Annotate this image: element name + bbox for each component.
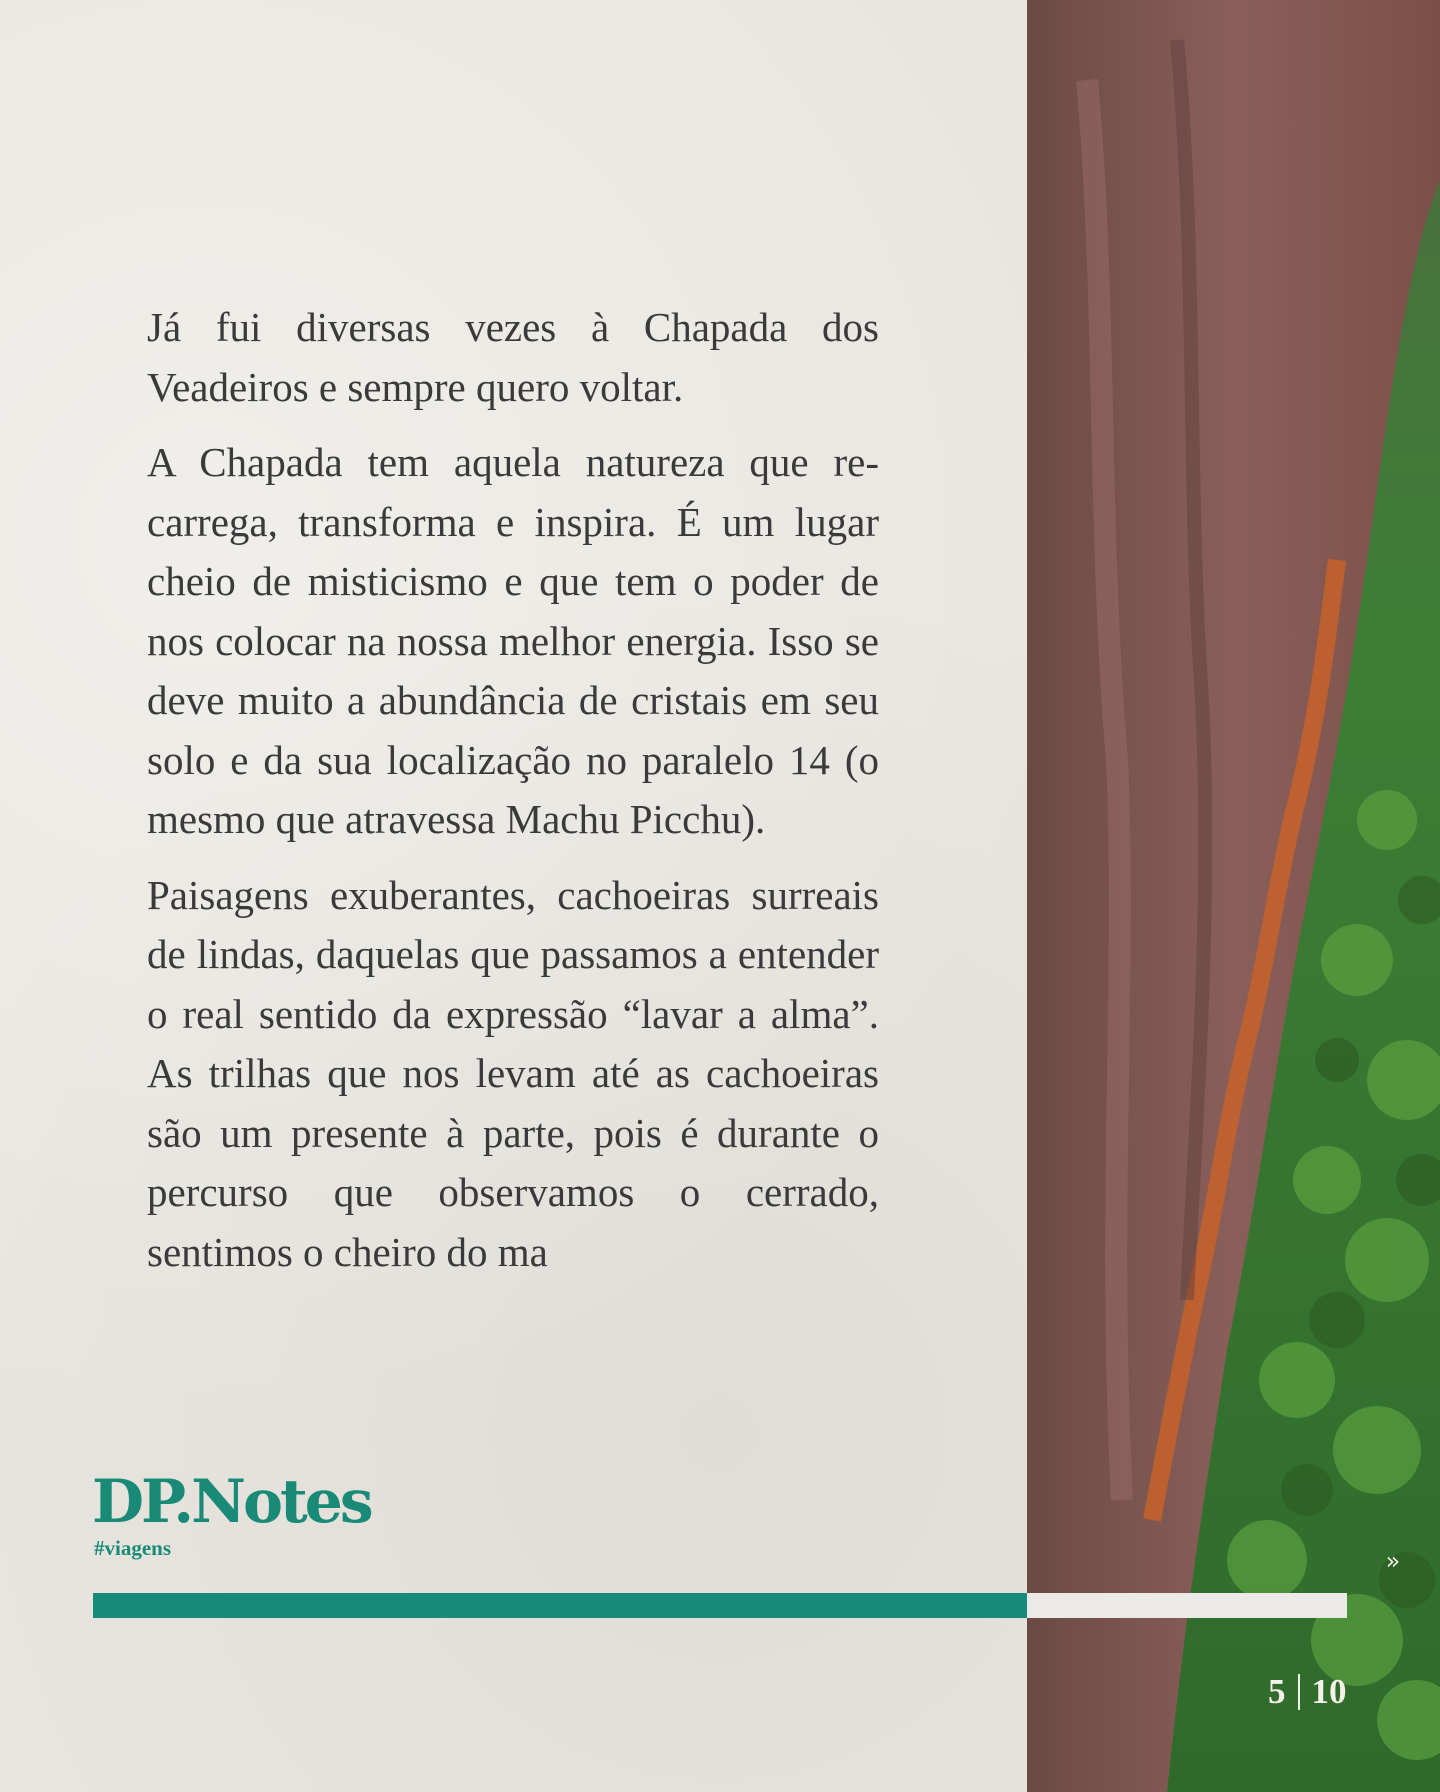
- brand-hashtag: #viagens: [94, 1536, 172, 1560]
- brand-name: DP.Notes: [92, 1467, 371, 1537]
- page-separator: [1298, 1674, 1300, 1710]
- page-counter: [1268, 1672, 1347, 1712]
- brand-logo: [92, 1467, 371, 1561]
- carousel-progress-fill: [93, 1593, 1027, 1618]
- landscape-photo: [1027, 0, 1440, 1792]
- current-page: 5: [1268, 1672, 1286, 1711]
- article-paragraph: Já fui diversas vezes à Chapada dos Veadeiros e sempre quero voltar.: [147, 304, 879, 410]
- article-paragraph: A Chapada tem aquela natureza que recarrega, transforma e inspira. É um lugar cheio de misticismo e que tem o poder de nos colocar na nossa melhor energia. Isso se deve muito a abundância de cristais em seu solo e da sua localização no paralelo 14 (o mesmo que atravessa Machu Picchu).: [147, 439, 879, 842]
- double-chevron-right-icon[interactable]: »: [1385, 1547, 1401, 1575]
- article-body: [147, 298, 879, 1298]
- carousel-progress-bar: [93, 1593, 1347, 1618]
- article-paragraph: Paisagens exuberantes, cachoeiras surreais de lindas, daquelas que passamos a entender o real sentido da expressão “lavar a alma”. As trilhas que nos levam até as cachoeiras são um presente à parte, pois é durante o percurso que observamos o cerrado, sentimos o cheiro do ma: [147, 871, 879, 1275]
- total-pages: 10: [1311, 1672, 1347, 1711]
